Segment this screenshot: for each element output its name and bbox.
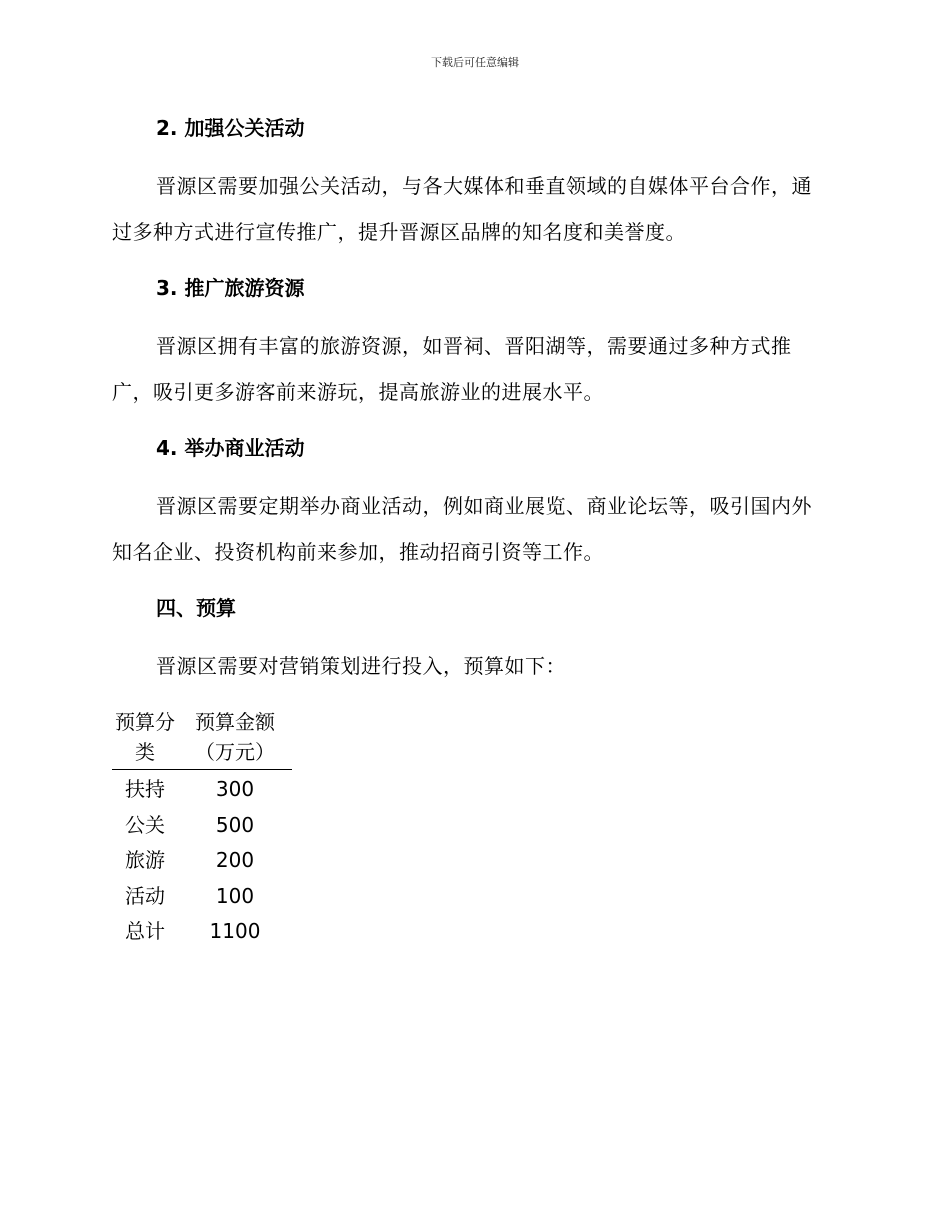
table-row <box>112 770 292 808</box>
section-heading-budget: 四、预算 <box>156 596 236 620</box>
budget-category-cell: 总计 <box>125 919 165 943</box>
section-heading-tourism: 3. 推广旅游资源 <box>156 276 305 300</box>
budget-table <box>112 707 292 950</box>
table-row <box>112 914 292 950</box>
section-heading-business-events: 4. 举办商业活动 <box>156 436 305 460</box>
section-paragraph-business-events: 晋源区需要定期举办商业活动，例如商业展览、商业论坛等，吸引国内外知名企业、投资机构前来参加，推动招商引资等工作。 <box>112 494 812 564</box>
section-paragraph-public-relations: 晋源区需要加强公关活动，与各大媒体和垂直领域的自媒体平台合作，通过多种方式进行宣传推广，提升晋源区品牌的知名度和美誉度。 <box>112 174 812 244</box>
budget-amount-cell: 1100 <box>209 919 261 943</box>
budget-amount-cell: 100 <box>215 883 255 908</box>
section-heading-public-relations: 2. 加强公关活动 <box>156 116 305 140</box>
budget-category-cell: 公关 <box>125 812 165 837</box>
budget-category-cell: 扶持 <box>125 777 165 801</box>
budget-table-header-row <box>112 707 292 770</box>
table-row <box>112 808 292 844</box>
table-row <box>112 843 292 879</box>
budget-table-header-category: 预算分类 <box>112 707 178 770</box>
page-header-note: 下载后可任意编辑 <box>431 56 519 69</box>
section-paragraph-tourism: 晋源区拥有丰富的旅游资源，如晋祠、晋阳湖等，需要通过多种方式推广，吸引更多游客前来游玩，提高旅游业的进展水平。 <box>112 334 792 404</box>
section-paragraph-budget: 晋源区需要对营销策划进行投入，预算如下： <box>156 654 566 678</box>
table-row <box>112 879 292 915</box>
budget-amount-cell: 200 <box>215 848 255 872</box>
budget-table-header-amount: 预算金额（万元） <box>178 707 292 770</box>
budget-amount-cell: 300 <box>215 777 255 801</box>
budget-category-cell: 活动 <box>125 883 165 908</box>
budget-amount-cell: 500 <box>215 812 255 837</box>
budget-category-cell: 旅游 <box>125 848 165 872</box>
